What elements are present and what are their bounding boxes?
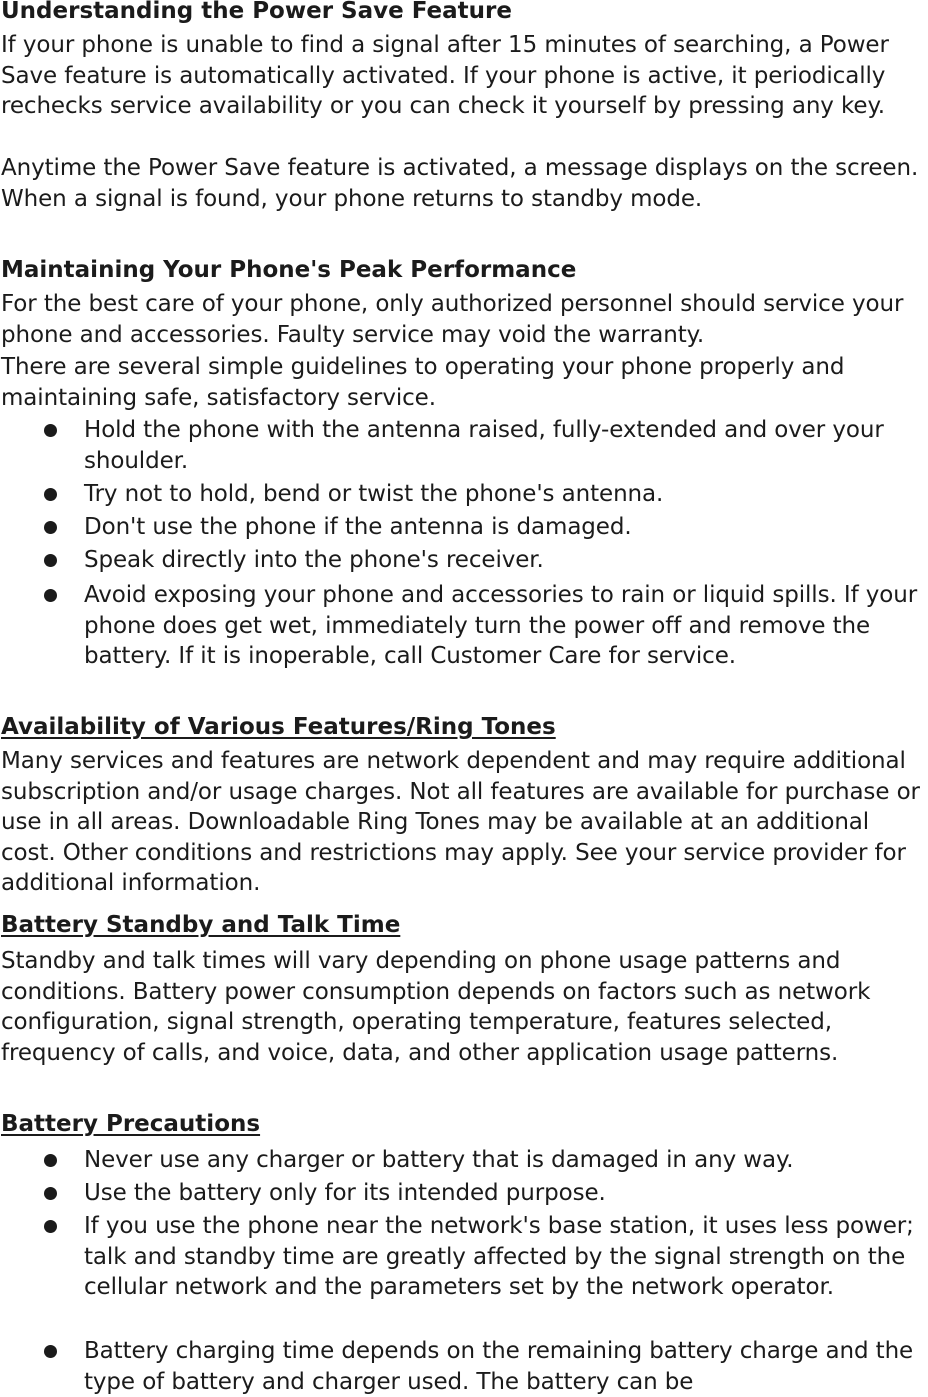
list-item-text: Hold the phone with the antenna raised, fully-extended and over your shoulder. [84, 417, 884, 474]
bullet-dot [44, 488, 57, 501]
list-item-text: Don't use the phone if the antenna is damaged. [84, 514, 632, 540]
bullet-dot [44, 521, 57, 534]
precautions-heading: Battery Precautions [1, 1111, 261, 1137]
list-item-text: If you use the phone near the network's base station, it uses less power; talk and standby time are greatly affected by the signal strength on the cellular network and the parameters set by the network operator. [84, 1213, 914, 1300]
list-item-text: Speak directly into the phone's receiver. [84, 547, 544, 573]
availability-heading: Availability of Various Features/Ring Tones [1, 714, 556, 740]
peak-performance-paragraph-1: For the best care of your phone, only authorized personnel should service your phone and accessories. Faulty service may void the warranty. [1, 291, 904, 348]
bullet-dot [44, 1220, 57, 1233]
availability-paragraph: Many services and features are network dependent and may require additional subscription and/or usage charges. Not all features are available for purchase or use in all areas. Downloadable Ring Tones may be available at an additional cost. Other conditions and restrictions may apply. See your service provider for additional information. [1, 748, 920, 896]
list-item-text: Never use any charger or battery that is damaged in any way. [84, 1147, 794, 1173]
power-save-paragraph-2: Anytime the Power Save feature is activated, a message displays on the screen. When a signal is found, your phone returns to standby mode. [1, 155, 919, 212]
bullet-dot [44, 1345, 57, 1358]
bullet-dot [44, 589, 57, 602]
power-save-heading: Understanding the Power Save Feature [1, 0, 512, 24]
bullet-dot [44, 1187, 57, 1200]
list-item-text: Battery charging time depends on the remaining battery charge and the type of battery and charger used. The battery can be [84, 1338, 914, 1395]
bullet-dot [44, 554, 57, 567]
standby-talk-paragraph: Standby and talk times will vary depending on phone usage patterns and conditions. Battery power consumption depends on factors such as network configuration, signal strength, operating temperature, features selected, frequency of calls, and voice, data, and other application usage patterns. [1, 948, 871, 1066]
power-save-paragraph-1: If your phone is unable to find a signal after 15 minutes of searching, a Power Save feature is automatically activated. If your phone is active, it periodically rechecks service availability or you can check it yourself by pressing any key. [1, 32, 889, 119]
standby-talk-heading: Battery Standby and Talk Time [1, 912, 401, 938]
peak-performance-heading: Maintaining Your Phone's Peak Performance [1, 257, 577, 283]
bullet-dot [44, 424, 57, 437]
peak-performance-paragraph-2: There are several simple guidelines to operating your phone properly and maintaining safe, satisfactory service. [1, 354, 845, 411]
list-item-text: Use the battery only for its intended purpose. [84, 1180, 606, 1206]
list-item-text: Try not to hold, bend or twist the phone's antenna. [84, 481, 664, 507]
list-item-text: Avoid exposing your phone and accessories to rain or liquid spills. If your phone does get wet, immediately turn the power off and remove the battery. If it is inoperable, call Customer Care for service. [84, 582, 918, 669]
bullet-dot [44, 1154, 57, 1167]
